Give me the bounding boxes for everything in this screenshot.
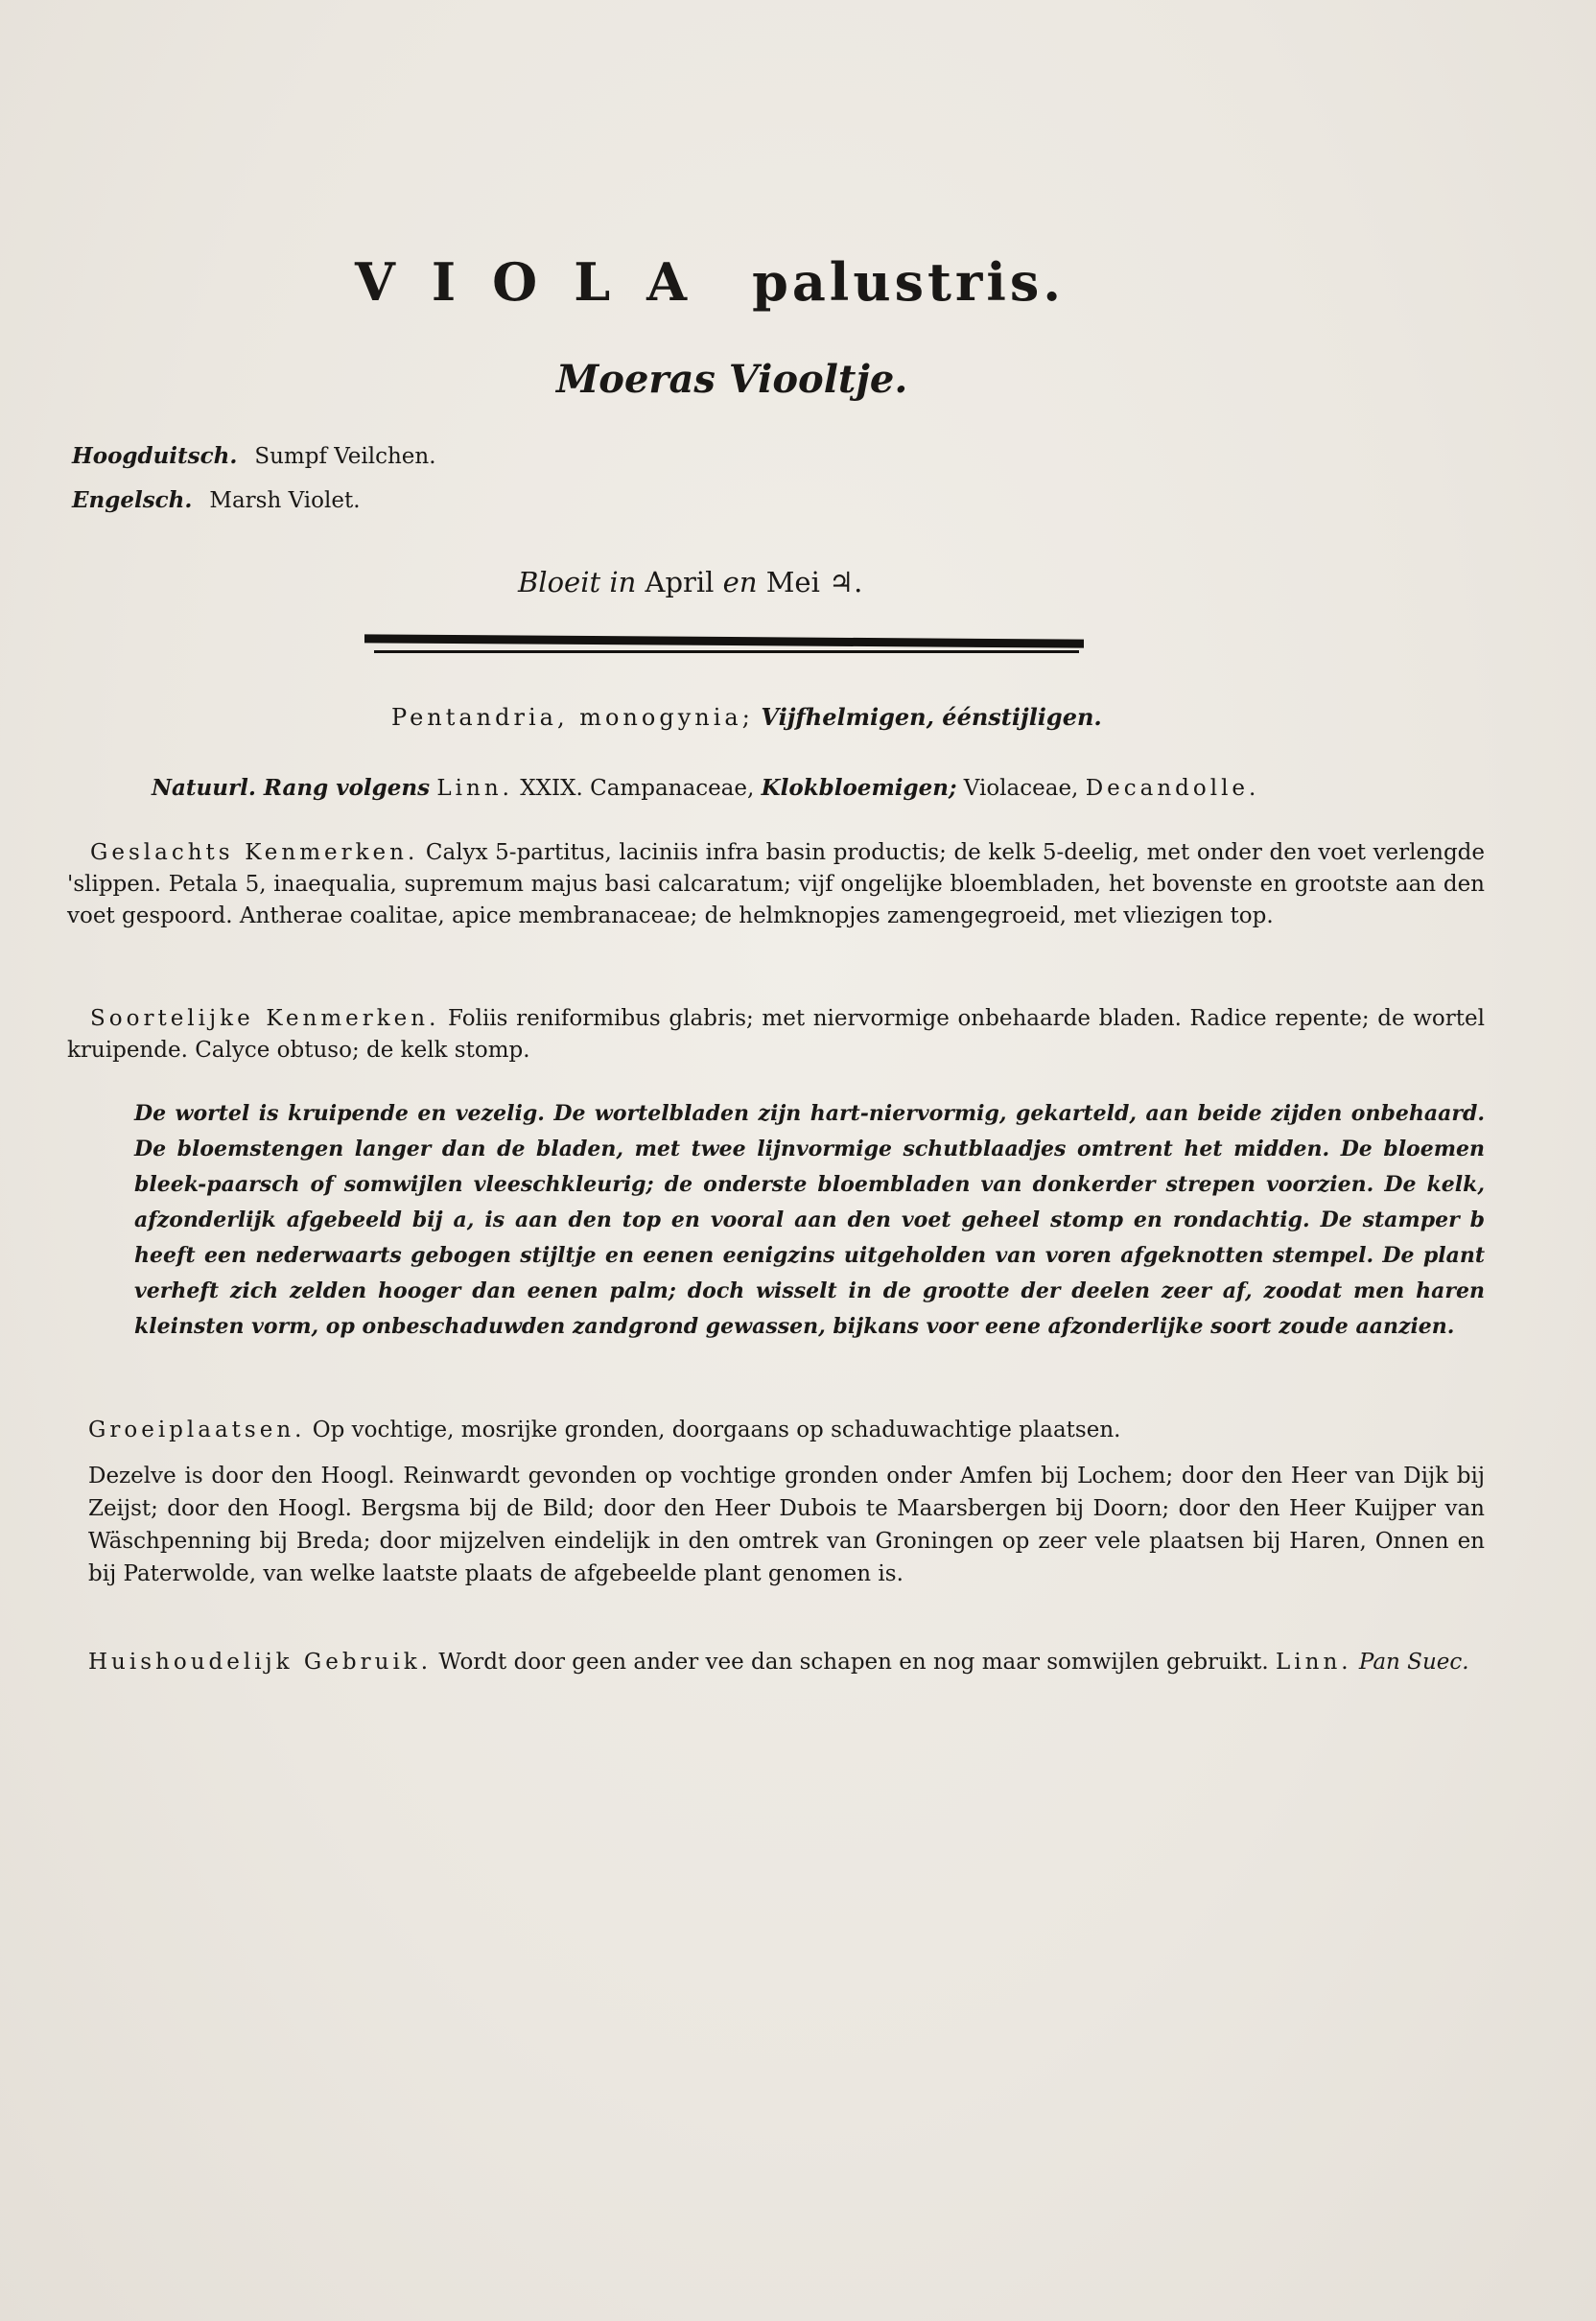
use-ref-work: Pan Suec. — [1358, 1650, 1469, 1675]
vernacular-german — [72, 443, 436, 469]
rank-author-2: Decandolle. — [1085, 776, 1260, 801]
bloom-line — [518, 566, 862, 598]
class-dutch: Vijfhelmigen, éénstijligen. — [761, 703, 1102, 731]
economic-use — [88, 1646, 1485, 1678]
rank-label: Natuurl. Rang volgens — [152, 775, 431, 801]
habitat-text: Op vochtige, mosrijke gronden, doorgaans op schaduwachtige plaatsen. — [312, 1418, 1121, 1442]
bloom-prefix: Bloeit in — [518, 566, 637, 598]
page-title — [355, 251, 1218, 313]
generic-text: Calyx 5-partitus, laciniis infra basin productis; de kelk 5-deelig, met onder den voet verlengde 'slippen. Petala 5, inaequalia, supremum majus basi calcaratum; vijf ongelijke bloembladen, het bovenste en grootste aan den voet gespoord. Antherae coalitae, apice membranaceae; de helmknopjes zamengegroeid, met vliezigen top. — [67, 840, 1486, 928]
title-divider-rule — [364, 637, 1084, 658]
vernacular-lang: Engelsch. — [72, 487, 193, 513]
use-text: Wordt door geen ander vee dan schapen en nog maar somwijlen gebruikt. — [438, 1650, 1269, 1675]
rank-family-dutch: Klokbloemigen; — [761, 775, 957, 801]
title-species: palustris. — [752, 251, 1066, 313]
localities: Dezelve is door den Hoogl. Reinwardt gevonden op vochtige gronden onder Amfen bij Lochem; door den Heer van Dijk bij Zeijst; door den Hoogl. Bergsma bij de Bild; door den Heer Dubois te Maarsbergen bij Doorn; door den Heer Kuijper van Wäschpenning bij Breda; door mijzelven eindelijk in den omtrek van Groningen op zeer vele plaatsen bij Haren, Onnen en bij Paterwolde, van welke laatste plaats de afgebeelde plant genomen is. — [88, 1464, 1485, 1586]
common-name: Moeras Viooltje. — [556, 357, 908, 402]
bloom-month-1: April — [645, 566, 715, 598]
natural-rank — [152, 775, 1259, 801]
divider-thick — [364, 634, 1084, 647]
divider-thin — [374, 650, 1079, 653]
vernacular-name: Sumpf Veilchen. — [254, 444, 436, 469]
title-genus: VIOLA — [355, 251, 724, 313]
rank-number: XXIX. — [520, 776, 583, 801]
bloom-month-2: Mei — [765, 566, 820, 598]
habitat-label: Groeiplaatsen. — [88, 1418, 306, 1442]
linnaean-class — [391, 703, 1102, 731]
rank-family-2: Violaceae, — [963, 776, 1079, 801]
bloom-conj: en — [722, 566, 758, 598]
species-description: De wortel is kruipende en vezelig. De wortelbladen zijn hart-niervormig, gekarteld, aan beide zijden onbehaard. De bloemstengen langer dan de bladen, met twee lijnvormige schutblaadjes omtrent het midden. De bloemen bleek-paarsch of somwijlen vleeschkleurig; de onderste bloembladen van donkerder strepen voorzien. De kelk, afzonderlijk afgebeeld bij a, is aan den top en vooral aan den voet geheel stomp en rondachtig. De stamper b heeft een nederwaarts gebogen stijltje en eenen eenigzins uitgeholden van voren afgeknotten stempel. De plant verheft zich zelden hooger dan eenen palm; doch wisselt in de grootte der deelen zeer af, zoodat men haren kleinsten vorm, op onbeschaduwden zandgrond gewassen, bijkans voor eene afzonderlijke soort zoude aanzien. — [134, 1101, 1485, 1339]
rank-author: Linn. — [436, 776, 513, 801]
generic-characters — [67, 837, 1485, 932]
vernacular-lang: Hoogduitsch. — [72, 443, 238, 469]
specific-label: Soortelijke Kenmerken. — [90, 1006, 440, 1031]
class-latin: Pentandria, monogynia; — [391, 704, 754, 731]
use-ref-author: Linn. — [1276, 1650, 1352, 1675]
vernacular-name: Marsh Violet. — [209, 488, 361, 513]
generic-label: Geslachts Kenmerken. — [90, 840, 419, 865]
vernacular-english — [72, 487, 361, 513]
habitat — [88, 1415, 1485, 1446]
perennial-symbol: ♃. — [829, 566, 863, 598]
specific-characters — [67, 1003, 1485, 1067]
specific-text: Foliis reniformibus glabris; met niervormige onbehaarde bladen. Radice repente; de wortel kruipende. Calyce obtuso; de kelk stomp. — [67, 1006, 1485, 1063]
rank-family: Campanaceae, — [590, 776, 755, 801]
use-label: Huishoudelijk Gebruik. — [88, 1650, 433, 1675]
